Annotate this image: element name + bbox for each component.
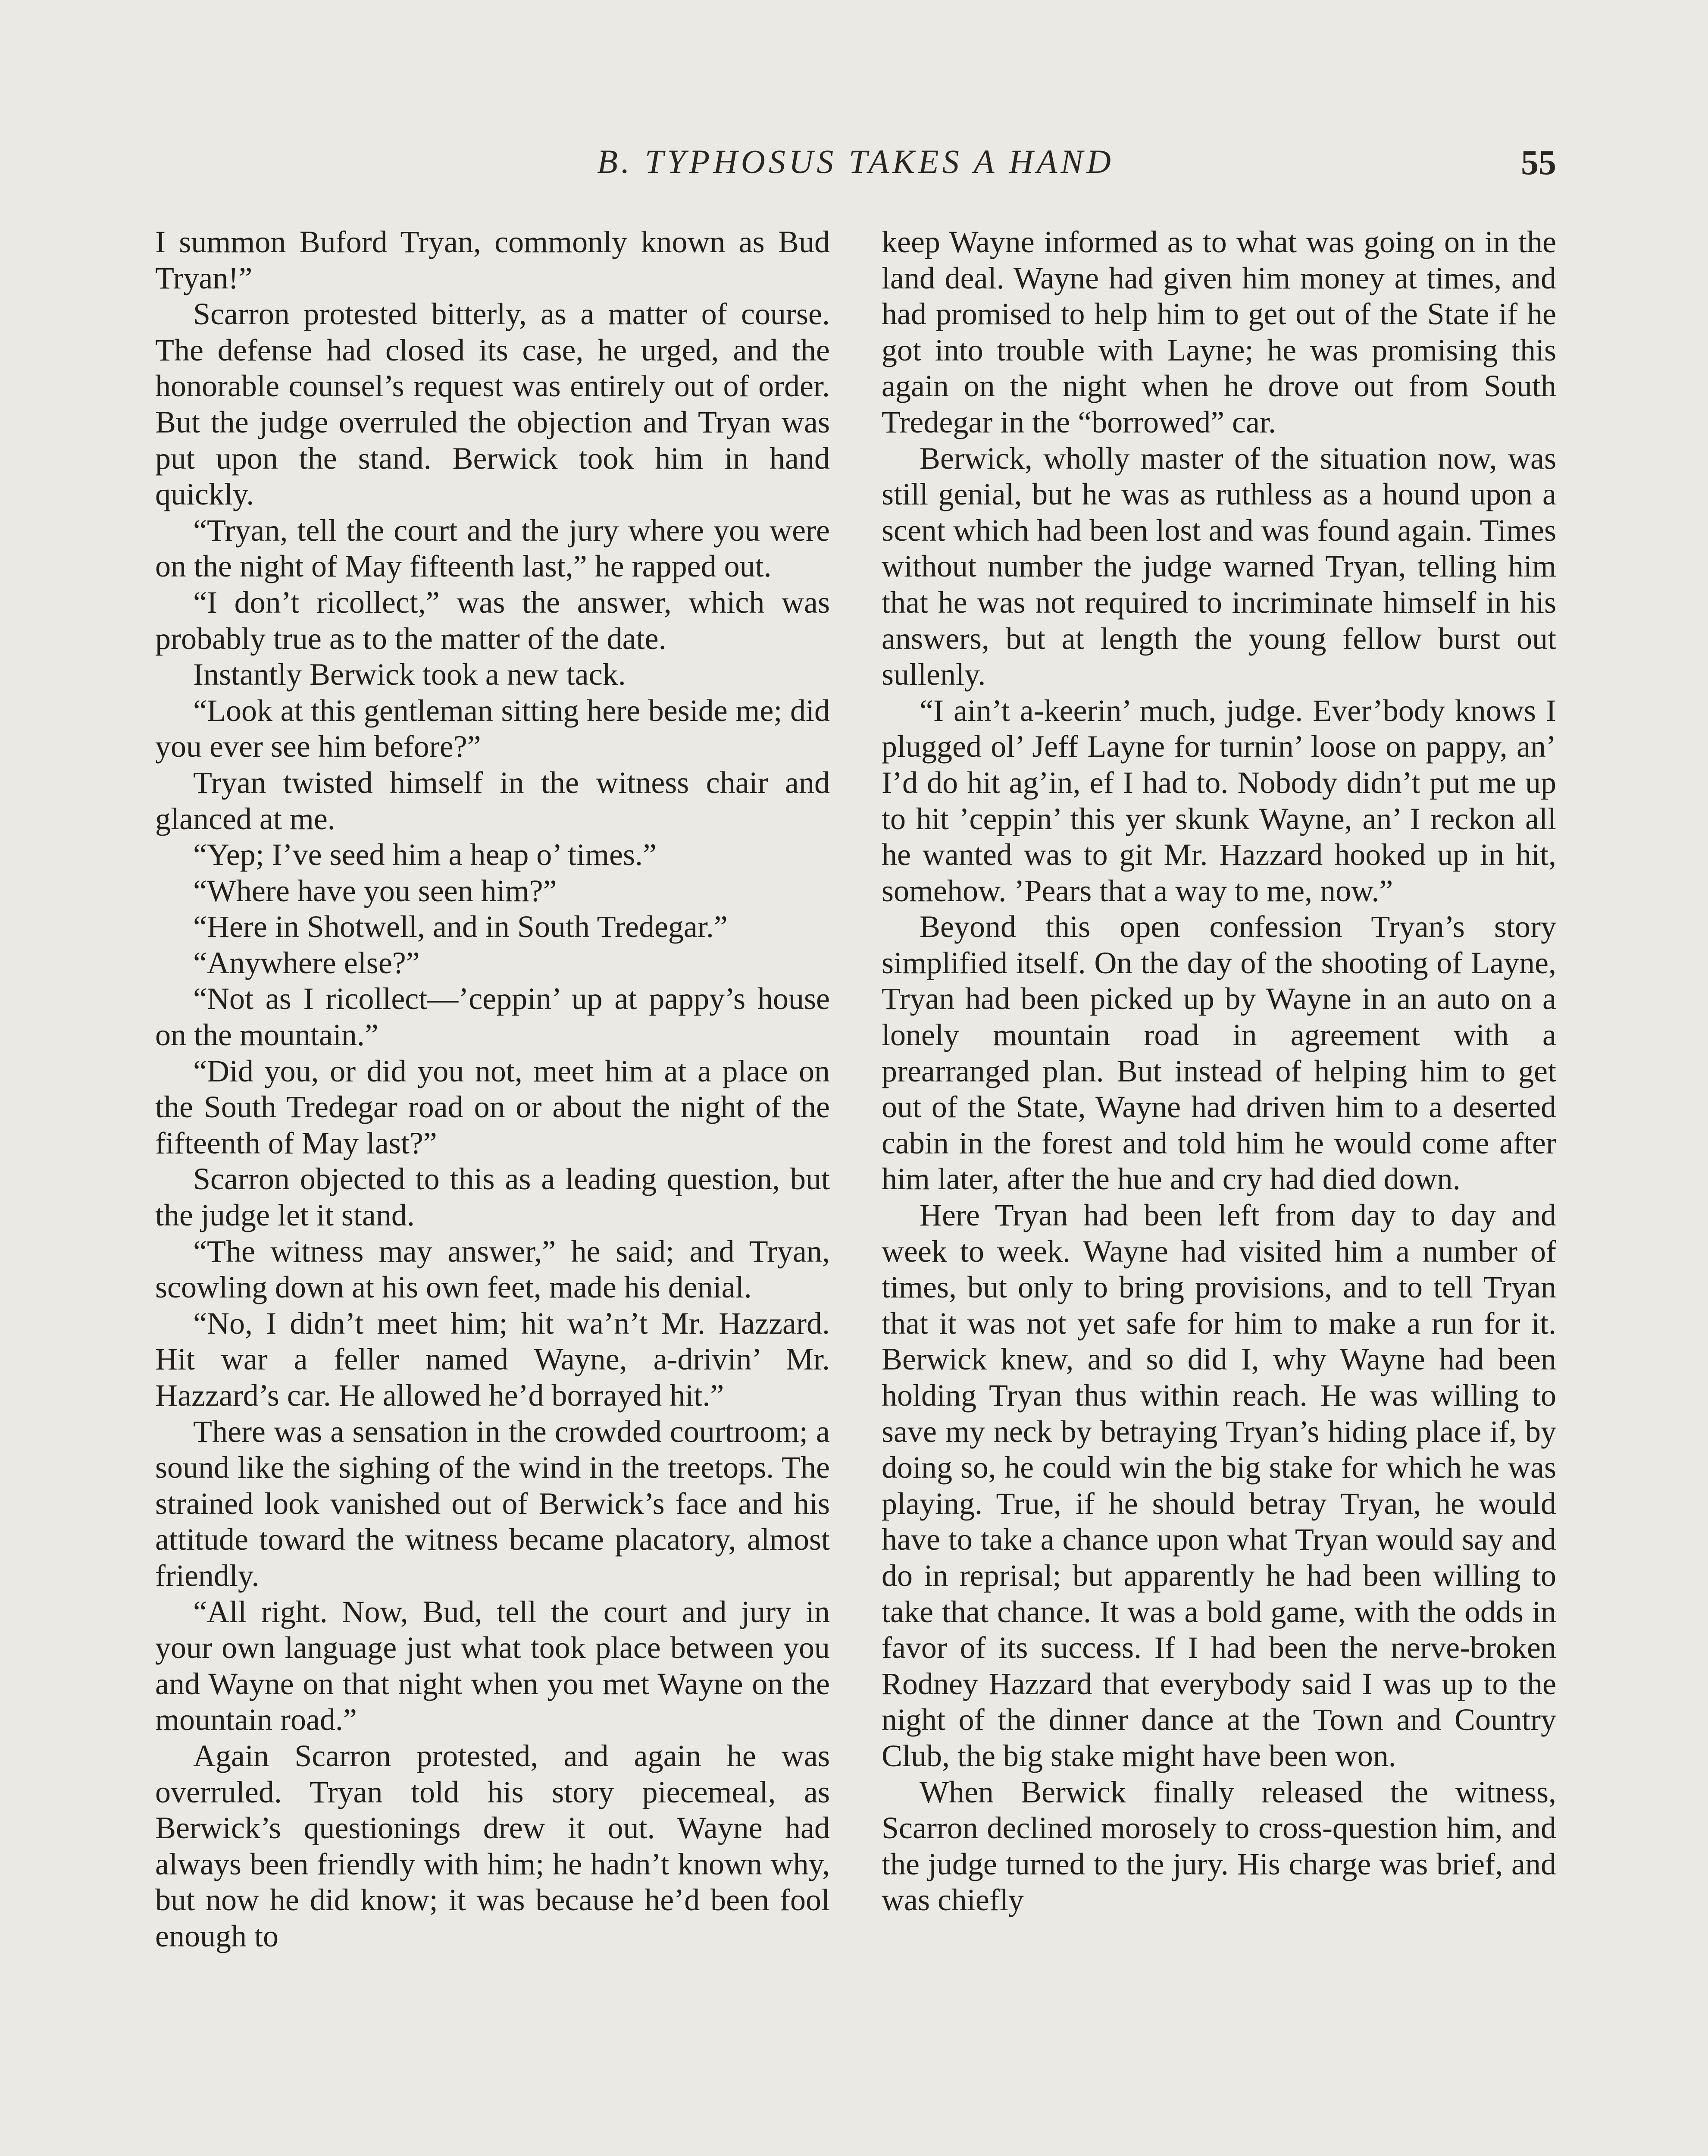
right-column xyxy=(882,224,1556,2156)
paragraph: “Look at this gentleman sitting here beside me; did you ever see him before?” xyxy=(155,693,830,764)
paragraph: Beyond this open confession Tryan’s story simplified itself. On the day of the shooting of Layne, Tryan had been picked up by Wayne in an auto on a lonely mountain road in agreement with a prearranged plan. But instead of helping him to get out of the State, Wayne had driven him to a deserted cabin in the forest and told him he would come after him later, after the hue and cry had died down. xyxy=(882,909,1556,1197)
paragraph: “Anywhere else?” xyxy=(193,945,420,980)
paragraph: Tryan twisted himself in the witness chair and glanced at me. xyxy=(155,765,830,836)
paragraph: “Did you, or did you not, meet him at a place on the South Tredegar road on or about the night of the fifteenth of May last?” xyxy=(155,1053,830,1160)
paragraph: “Yep; I’ve seed him a heap o’ times.” xyxy=(193,837,657,872)
paragraph: “All right. Now, Bud, tell the court and jury in your own language just what took place between you and Wayne on that night when you met Wayne on the mountain road.” xyxy=(155,1594,830,1737)
paragraph: Again Scarron protested, and again he was overruled. Tryan told his story piecemeal, as Berwick’s questionings drew it out. Wayne had always been friendly with him; he hadn’t known why, but now he did know; it was because he’d been fool enough to xyxy=(155,1738,830,1953)
paragraph: I summon Buford Tryan, commonly known as Bud Tryan!” xyxy=(155,225,830,295)
paragraph: keep Wayne informed as to what was going on in the land deal. Wayne had given him money at times, and had promised to help him to get out of the State if he got into trouble with Layne; he was promising this again on the night when he drove out from South Tredegar in the “borrowed” car. xyxy=(882,225,1556,439)
page-number: 55 xyxy=(1521,143,1556,182)
left-column xyxy=(155,224,830,2156)
paragraph: Berwick, wholly master of the situation now, was still genial, but he was as ruthless as a hound upon a scent which had been lost and was found again. Times without number the judge warned Tryan, telling him that he was not required to incriminate himself in his answers, but at length the young fellow burst out sullenly. xyxy=(882,441,1556,692)
paragraph: Scarron protested bitterly, as a matter of course. The defense had closed its case, he urged, and the honorable counsel’s request was entirely out of order. But the judge overruled the objection and Tryan was put upon the stand. Berwick took him in hand quickly. xyxy=(155,297,830,512)
running-head: B. TYPHOSUS TAKES A HAND xyxy=(597,143,1114,180)
paragraph: There was a sensation in the crowded courtroom; a sound like the sighing of the wind in the treetops. The strained look vanished out of Berwick’s face and his attitude toward the witness became placatory, almost friendly. xyxy=(155,1414,830,1593)
paragraph: “Where have you seen him?” xyxy=(193,873,557,908)
paragraph: Scarron objected to this as a leading question, but the judge let it stand. xyxy=(155,1162,830,1233)
paragraph: “I ain’t a-keerin’ much, judge. Ever’body knows I plugged ol’ Jeff Layne for turnin’ loose on pappy, an’ I’d do hit ag’in, ef I had to. Nobody didn’t put me up to hit ’ceppin’ this yer skunk Wayne, an’ I reckon all he wanted was to git Mr. Hazzard hooked up in hit, somehow. ’Pears that a way to me, now.” xyxy=(882,693,1556,908)
page-header xyxy=(155,142,1556,194)
paragraph: “I don’t ricollect,” was the answer, which was probably true as to the matter of the date. xyxy=(155,585,830,656)
paragraph: “No, I didn’t meet him; hit wa’n’t Mr. Hazzard. Hit war a feller named Wayne, a-drivin’ Mr. Hazzard’s car. He allowed he’d borrayed hit.” xyxy=(155,1306,830,1413)
paragraph: When Berwick finally released the witness, Scarron declined morosely to cross-question him, and the judge turned to the jury. His charge was brief, and was chiefly xyxy=(882,1774,1556,1918)
paragraph: Instantly Berwick took a new tack. xyxy=(193,657,626,692)
text-columns xyxy=(155,224,1556,2156)
paragraph: “Here in Shotwell, and in South Tredegar.” xyxy=(193,909,728,944)
paragraph: “The witness may answer,” he said; and Tryan, scowling down at his own feet, made his denial. xyxy=(155,1234,830,1305)
paragraph: “Tryan, tell the court and the jury where you were on the night of May fifteenth last,” he rapped out. xyxy=(155,513,830,584)
paragraph: Here Tryan had been left from day to day and week to week. Wayne had visited him a number of times, but only to bring provisions, and to tell Tryan that it was not yet safe for him to make a run for it. Berwick knew, and so did I, why Wayne had been holding Tryan thus within reach. He was willing to save my neck by betraying Tryan’s hiding place if, by doing so, he could win the big stake for which he was playing. True, if he should betray Tryan, he would have to take a chance upon what Tryan would say and do in reprisal; but apparently he had been willing to take that chance. It was a bold game, with the odds in favor of its success. If I had been the nerve-broken Rodney Hazzard that everybody said I was up to the night of the dinner dance at the Town and Country Club, the big stake might have been won. xyxy=(882,1198,1556,1773)
paragraph: “Not as I ricollect—’ceppin’ up at pappy’s house on the mountain.” xyxy=(155,981,830,1053)
